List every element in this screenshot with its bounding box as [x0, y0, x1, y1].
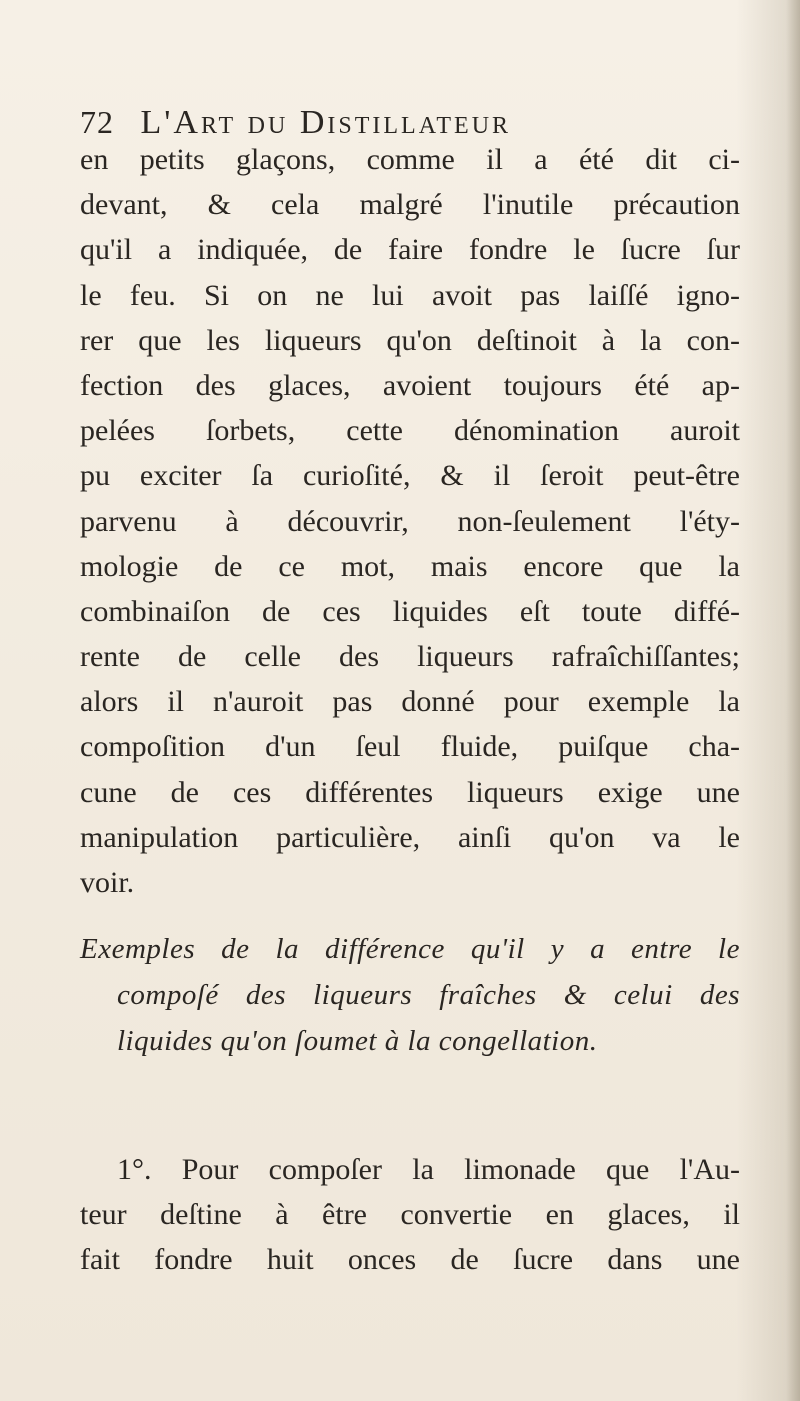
paragraph-1	[80, 137, 740, 905]
text-line: alors il n'auroit pas donné pour exemple la	[80, 685, 740, 719]
text-line: cune de ces différentes liqueurs exige une	[80, 775, 740, 809]
page-edge-shadow	[786, 0, 800, 1401]
text-line: fection des glaces, avoient toujours été ap-	[80, 368, 740, 402]
text-line: le feu. Si on ne lui avoit pas laiſſé igno-	[80, 278, 740, 312]
text-line: en petits glaçons, comme il a été dit ci-	[80, 143, 740, 176]
text-line: parvenu à découvrir, non-ſeulement l'éty-	[80, 504, 740, 538]
section-heading	[80, 926, 740, 1064]
text-line: pu exciter ſa curioſité, & il ſeroit peut-être	[80, 459, 740, 493]
paragraph-2	[80, 1147, 740, 1283]
text-line: manipulation particulière, ainſi qu'on va le	[80, 820, 740, 854]
heading-line: liquides qu'on ſoumet à la congellation.	[117, 1025, 598, 1057]
text-line: rer que les liqueurs qu'on deſtinoit à la con-	[80, 323, 740, 357]
text-line: pelées ſorbets, cette dénomination auroit	[80, 414, 740, 448]
text-line: qu'il a indiquée, de faire fondre le ſucre ſur	[80, 233, 740, 267]
text-line: combinaiſon de ces liquides eſt toute diffé-	[80, 594, 740, 628]
text-line: voir.	[80, 866, 135, 899]
text-line: fait fondre huit onces de ſucre dans une	[80, 1243, 740, 1277]
text-line: devant, & cela malgré l'inutile précaution	[80, 188, 740, 222]
heading-line: Exemples de la différence qu'il y a entre le	[80, 933, 740, 965]
running-title: L'Art du Distillateur	[140, 104, 512, 141]
text-line: compoſition d'un ſeul fluide, puiſque cha-	[80, 730, 740, 764]
text-line: rente de celle des liqueurs rafraîchiſſantes;	[80, 640, 740, 674]
text-line: teur deſtine à être convertie en glaces, il	[80, 1198, 740, 1232]
page-number: 72	[80, 104, 114, 140]
heading-line: compoſé des liqueurs fraîches & celui des	[117, 979, 740, 1011]
text-line: mologie de ce mot, mais encore que la	[80, 549, 740, 583]
text-line: 1°. Pour compoſer la limonade que l'Au-	[117, 1153, 740, 1186]
